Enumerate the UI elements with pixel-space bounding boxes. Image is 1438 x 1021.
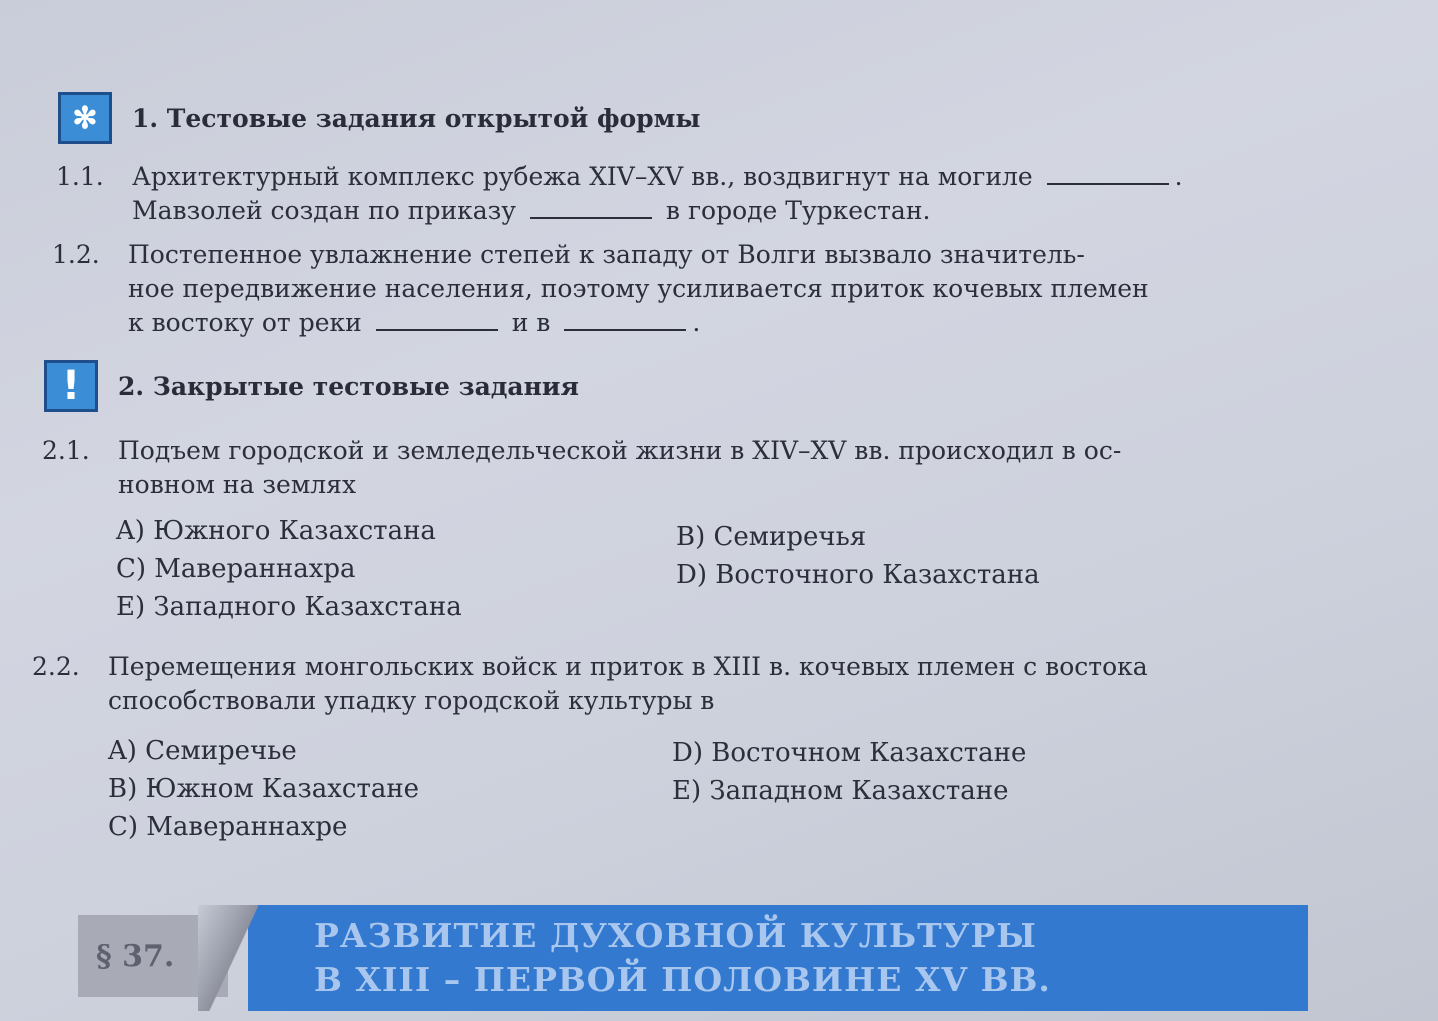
option-b[interactable]: B) Семиречья (676, 522, 867, 552)
question-line (128, 306, 1342, 340)
section-2-title: 2. Закрытые тестовые задания (118, 371, 579, 401)
chapter-banner (248, 905, 1308, 1011)
option-d[interactable]: D) Восточного Казахстана (676, 560, 1040, 590)
option-a[interactable]: A) Южного Казахстана (116, 516, 436, 546)
section-1-header (58, 92, 700, 144)
question-1-1 (56, 160, 1346, 228)
question-text: Архитектурный комплекс рубежа XIV–XV вв., воздвигнут на могиле (132, 162, 1033, 191)
question-2-2 (32, 650, 1342, 718)
question-number: 2.2. (32, 652, 80, 681)
options-2-1-left (116, 512, 462, 626)
section-2-header (44, 360, 579, 412)
page-curl-decoration (198, 905, 258, 1011)
options-2-2-right (672, 734, 1026, 810)
punctuation: . (692, 308, 701, 337)
answer-blank[interactable] (564, 309, 686, 331)
punctuation: . (1174, 162, 1183, 191)
question-text: в городе Туркестан. (665, 196, 931, 225)
chapter-title-line-1: РАЗВИТИЕ ДУХОВНОЙ КУЛЬТУРЫ (314, 916, 1037, 955)
question-text: к востоку от реки (128, 308, 362, 337)
paragraph-number: § 37. (78, 915, 228, 997)
question-text: и в (511, 308, 551, 337)
question-line (132, 160, 1346, 194)
option-a[interactable]: A) Семиречье (108, 736, 297, 766)
chapter-title-line-2: В XIII – ПЕРВОЙ ПОЛОВИНЕ XV ВВ. (314, 960, 1051, 999)
question-line (132, 194, 1346, 228)
option-b[interactable]: B) Южном Казахстане (108, 774, 420, 804)
question-number: 2.1. (42, 436, 90, 465)
question-line: Постепенное увлажнение степей к западу от Волги вызвало значитель- (128, 240, 1085, 269)
options-2-2-left (108, 732, 419, 846)
option-e[interactable]: E) Западном Казахстане (672, 776, 1009, 806)
question-1-2 (52, 238, 1342, 340)
question-2-1 (42, 434, 1342, 502)
question-line: Подъем городской и земледельческой жизни в XIV–XV вв. происходил в ос- (118, 436, 1122, 465)
answer-blank[interactable] (376, 309, 498, 331)
options-2-1-right (676, 518, 1040, 594)
snowflake-icon: ✻ (58, 92, 112, 144)
question-number: 1.2. (52, 240, 100, 269)
option-d[interactable]: D) Восточном Казахстане (672, 738, 1027, 768)
question-number: 1.1. (56, 162, 104, 191)
question-line: ное передвижение населения, поэтому усиливается приток кочевых племен (128, 274, 1149, 303)
question-line: способствовали упадку городской культуры в (108, 686, 715, 715)
option-c[interactable]: C) Мавераннахре (108, 812, 348, 842)
question-text: Мавзолей создан по приказу (132, 196, 517, 225)
exclamation-icon: ! (44, 360, 98, 412)
option-c[interactable]: C) Мавераннахра (116, 554, 356, 584)
answer-blank[interactable] (530, 197, 652, 219)
section-1-title: 1. Тестовые задания открытой формы (132, 103, 701, 133)
question-line: новном на землях (118, 470, 357, 499)
option-e[interactable]: E) Западного Казахстана (116, 592, 462, 622)
answer-blank[interactable] (1047, 163, 1169, 185)
question-line: Перемещения монгольских войск и приток в XIII в. кочевых племен с востока (108, 652, 1148, 681)
